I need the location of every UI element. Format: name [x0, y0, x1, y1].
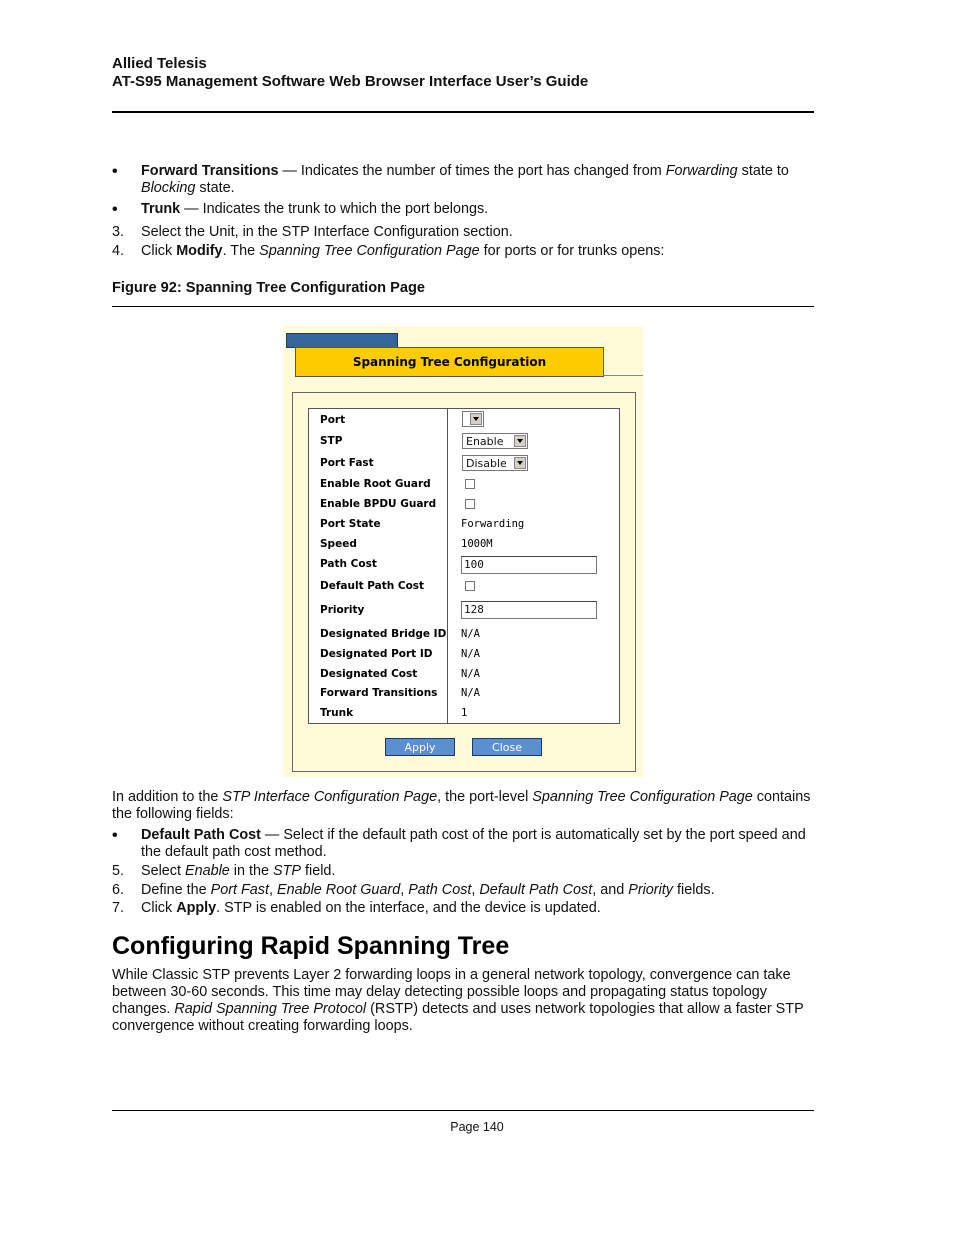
label-default-path-cost: Default Path Cost	[320, 580, 425, 592]
footer-rule	[112, 1110, 814, 1111]
section-heading: Configuring Rapid Spanning Tree	[112, 932, 510, 960]
priority-input[interactable]: 128	[461, 601, 597, 619]
stp-config-screenshot	[283, 326, 643, 777]
step-number: 6.	[112, 882, 125, 898]
step-number: 3.	[112, 224, 125, 240]
label-bpdu-guard: Enable BPDU Guard	[320, 498, 437, 510]
bullet-term: Trunk	[141, 201, 181, 217]
label-port-fast: Port Fast	[320, 457, 374, 469]
root-guard-checkbox[interactable]	[465, 479, 475, 489]
bullet-term: Forward Transitions	[141, 163, 279, 179]
bullet-icon: •	[112, 827, 118, 844]
step-number: 5.	[112, 863, 125, 879]
designated-cost-value: N/A	[461, 668, 480, 680]
path-cost-input[interactable]: 100	[461, 556, 597, 574]
trunk-value: 1	[461, 707, 468, 719]
designated-port-id-value: N/A	[461, 648, 480, 660]
label-priority: Priority	[320, 604, 365, 616]
step-text: Select the Unit, in the STP Interface Configuration section.	[141, 224, 513, 240]
forward-transitions-value: N/A	[461, 687, 480, 699]
bullet-icon: •	[112, 163, 118, 180]
bullet-icon: •	[112, 201, 118, 218]
company-name: Allied Telesis	[112, 55, 207, 72]
label-designated-port-id: Designated Port ID	[320, 648, 433, 660]
chevron-down-icon	[470, 413, 482, 425]
label-trunk: Trunk	[320, 707, 354, 719]
stp-select[interactable]: Enable	[462, 433, 528, 449]
speed-value: 1000M	[461, 538, 493, 550]
step-number: 4.	[112, 243, 125, 259]
page-number: Page 140	[450, 1120, 504, 1134]
label-designated-bridge-id: Designated Bridge ID	[320, 628, 447, 640]
port-select[interactable]	[462, 411, 484, 427]
figure-followup-paragraph: In addition to the STP Interface Configuration Page, the port-level Spanning Tree Configuration Page contains the following fields:	[112, 789, 811, 822]
apply-button[interactable]: Apply	[385, 738, 455, 756]
bpdu-guard-checkbox[interactable]	[465, 499, 475, 509]
header-rule	[112, 111, 814, 113]
port-state-value: Forwarding	[461, 518, 525, 530]
label-path-cost: Path Cost	[320, 558, 377, 570]
label-forward-transitions: Forward Transitions	[320, 687, 438, 699]
designated-bridge-id-value: N/A	[461, 628, 480, 640]
step-number: 7.	[112, 900, 125, 916]
bullet-term: Default Path Cost	[141, 827, 261, 843]
default-path-cost-checkbox[interactable]	[465, 581, 475, 591]
label-root-guard: Enable Root Guard	[320, 478, 431, 490]
config-title: Spanning Tree Configuration	[352, 355, 547, 369]
port-fast-select[interactable]: Disable	[462, 455, 528, 471]
label-port: Port	[320, 414, 346, 426]
config-title-bar	[295, 347, 604, 377]
label-speed: Speed	[320, 538, 357, 550]
section-paragraph: While Classic STP prevents Layer 2 forwarding loops in a general network topology, convergence can take between 30-60 seconds. This time may delay detecting possible loops and propagating status topology changes. Rapid Spanning Tree Protocol (RSTP) detects and uses network topologies that allow a faster STP convergence without creating forwarding loops.	[112, 967, 804, 1034]
guide-title: AT-S95 Management Software Web Browser Interface User’s Guide	[112, 73, 589, 90]
caption-rule	[112, 306, 814, 307]
window-tab	[286, 333, 398, 348]
chevron-down-icon	[514, 435, 526, 447]
label-designated-cost: Designated Cost	[320, 668, 418, 680]
chevron-down-icon	[514, 457, 526, 469]
figure-caption: Figure 92: Spanning Tree Configuration Page	[112, 280, 425, 296]
label-port-state: Port State	[320, 518, 381, 530]
close-button[interactable]: Close	[472, 738, 542, 756]
label-stp: STP	[320, 435, 343, 447]
